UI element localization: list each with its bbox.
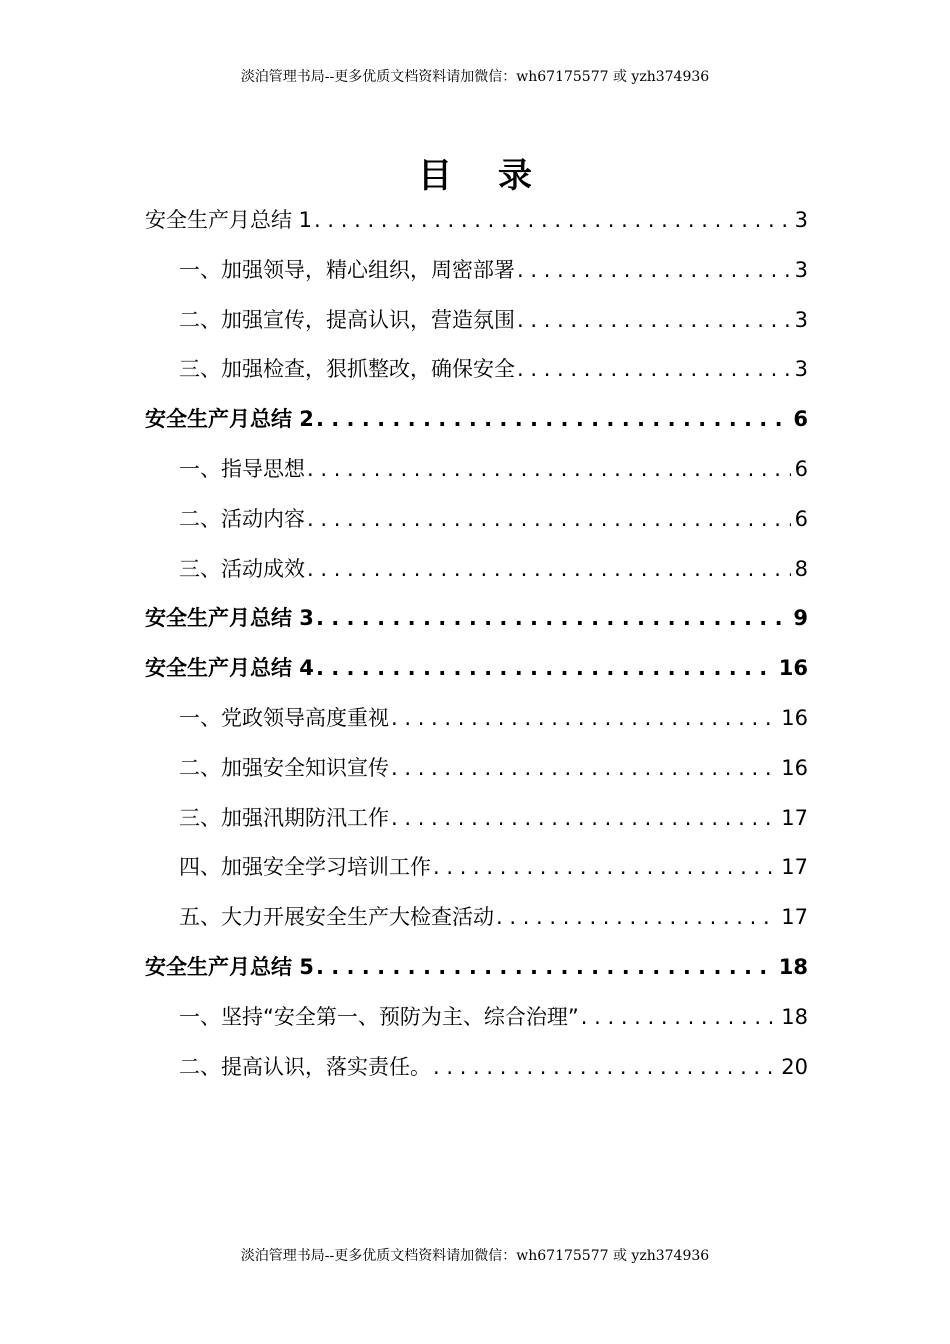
toc-dot-leader: [431, 1043, 777, 1093]
toc-entry-text: 二、提高认识，落实责任。: [179, 1054, 431, 1079]
toc-chapter-entry[interactable]: [145, 943, 808, 993]
toc-title: 目录: [418, 156, 578, 196]
toc-page-number: 3: [794, 357, 808, 382]
toc-section-entry[interactable]: [145, 993, 808, 1043]
toc-entry-text: 一、党政领导高度重视: [179, 705, 389, 730]
page-header: 淡泊管理书局--更多优质文档资料请加微信：wh67175577 或 yzh374936: [240, 69, 710, 85]
toc-entry-text: 三、活动成效: [179, 556, 305, 581]
toc-page-number: 6: [794, 506, 808, 531]
toc-entry-text: 安全生产月总结 3: [145, 606, 314, 631]
toc-page-number: 16: [781, 705, 808, 730]
toc-entry-text: 一、坚持“安全第一、预防为主、综合治理”: [179, 1004, 579, 1029]
toc-dot-leader: [305, 545, 791, 595]
toc-dot-leader: [579, 993, 778, 1043]
toc-page-number: 17: [781, 905, 808, 930]
toc-page-number: 17: [781, 855, 808, 880]
toc-section-entry[interactable]: [145, 843, 808, 893]
toc-dot-leader: [305, 495, 791, 545]
toc-chapter-entry[interactable]: [145, 594, 808, 644]
toc-entry-text: 二、加强宣传，提高认识，营造氛围: [179, 307, 515, 332]
toc-entry-text: 一、指导思想: [179, 456, 305, 481]
toc-entry-text: 安全生产月总结 5: [145, 954, 314, 979]
toc-entry-text: 三、加强汛期防汛工作: [179, 805, 389, 830]
toc-section-entry[interactable]: [145, 445, 808, 495]
toc-page-number: 9: [793, 606, 808, 631]
toc-page-number: 3: [794, 307, 808, 332]
toc-page-number: 16: [781, 755, 808, 780]
toc-dot-leader: [389, 794, 777, 844]
toc-section-entry[interactable]: [145, 296, 808, 346]
toc-dot-leader: [314, 644, 775, 694]
toc-dot-leader: [314, 594, 789, 644]
toc-page-number: 3: [794, 208, 808, 232]
toc-page-number: 16: [778, 656, 808, 681]
table-of-contents: [145, 196, 808, 1092]
toc-dot-leader: [431, 843, 777, 893]
toc-section-entry[interactable]: [145, 345, 808, 395]
toc-section-entry[interactable]: [145, 744, 808, 794]
toc-chapter-entry[interactable]: [145, 196, 808, 246]
toc-page-number: 18: [778, 954, 808, 979]
toc-entry-text: 二、加强安全知识宣传: [179, 755, 389, 780]
toc-entry-text: 安全生产月总结 4: [145, 656, 314, 681]
toc-page-number: 6: [793, 407, 808, 432]
toc-entry-text: 二、活动内容: [179, 506, 305, 531]
toc-dot-leader: [314, 395, 789, 445]
toc-dot-leader: [494, 893, 777, 943]
toc-section-entry[interactable]: [145, 893, 808, 943]
toc-section-entry[interactable]: [145, 495, 808, 545]
toc-entry-text: 五、大力开展安全生产大检查活动: [179, 905, 494, 930]
toc-entry-text: 四、加强安全学习培训工作: [179, 855, 431, 880]
toc-page-number: 20: [781, 1054, 808, 1079]
toc-dot-leader: [314, 943, 775, 993]
toc-dot-leader: [515, 246, 791, 296]
toc-entry-text: 三、加强检查，狠抓整改，确保安全: [179, 357, 515, 382]
toc-dot-leader: [389, 744, 777, 794]
toc-dot-leader: [515, 345, 791, 395]
toc-section-entry[interactable]: [145, 794, 808, 844]
toc-entry-text: 一、加强领导，精心组织，周密部署: [179, 257, 515, 282]
toc-entry-text: 安全生产月总结 1: [145, 208, 313, 232]
toc-chapter-entry[interactable]: [145, 644, 808, 694]
toc-page-number: 18: [781, 1004, 808, 1029]
toc-section-entry[interactable]: [145, 1043, 808, 1093]
toc-dot-leader: [515, 296, 791, 346]
toc-page-number: 8: [794, 556, 808, 581]
toc-page-number: 6: [794, 456, 808, 481]
toc-section-entry[interactable]: [145, 694, 808, 744]
toc-dot-leader: [305, 445, 791, 495]
toc-entry-text: 安全生产月总结 2: [145, 407, 314, 432]
toc-page-number: 17: [781, 805, 808, 830]
toc-section-entry[interactable]: [145, 246, 808, 296]
toc-page-number: 3: [794, 257, 808, 282]
toc-dot-leader: [389, 694, 777, 744]
page-footer: 淡泊管理书局--更多优质文档资料请加微信：wh67175577 或 yzh374936: [240, 1248, 710, 1264]
toc-dot-leader: [312, 196, 791, 246]
toc-chapter-entry[interactable]: [145, 395, 808, 445]
toc-section-entry[interactable]: [145, 545, 808, 595]
